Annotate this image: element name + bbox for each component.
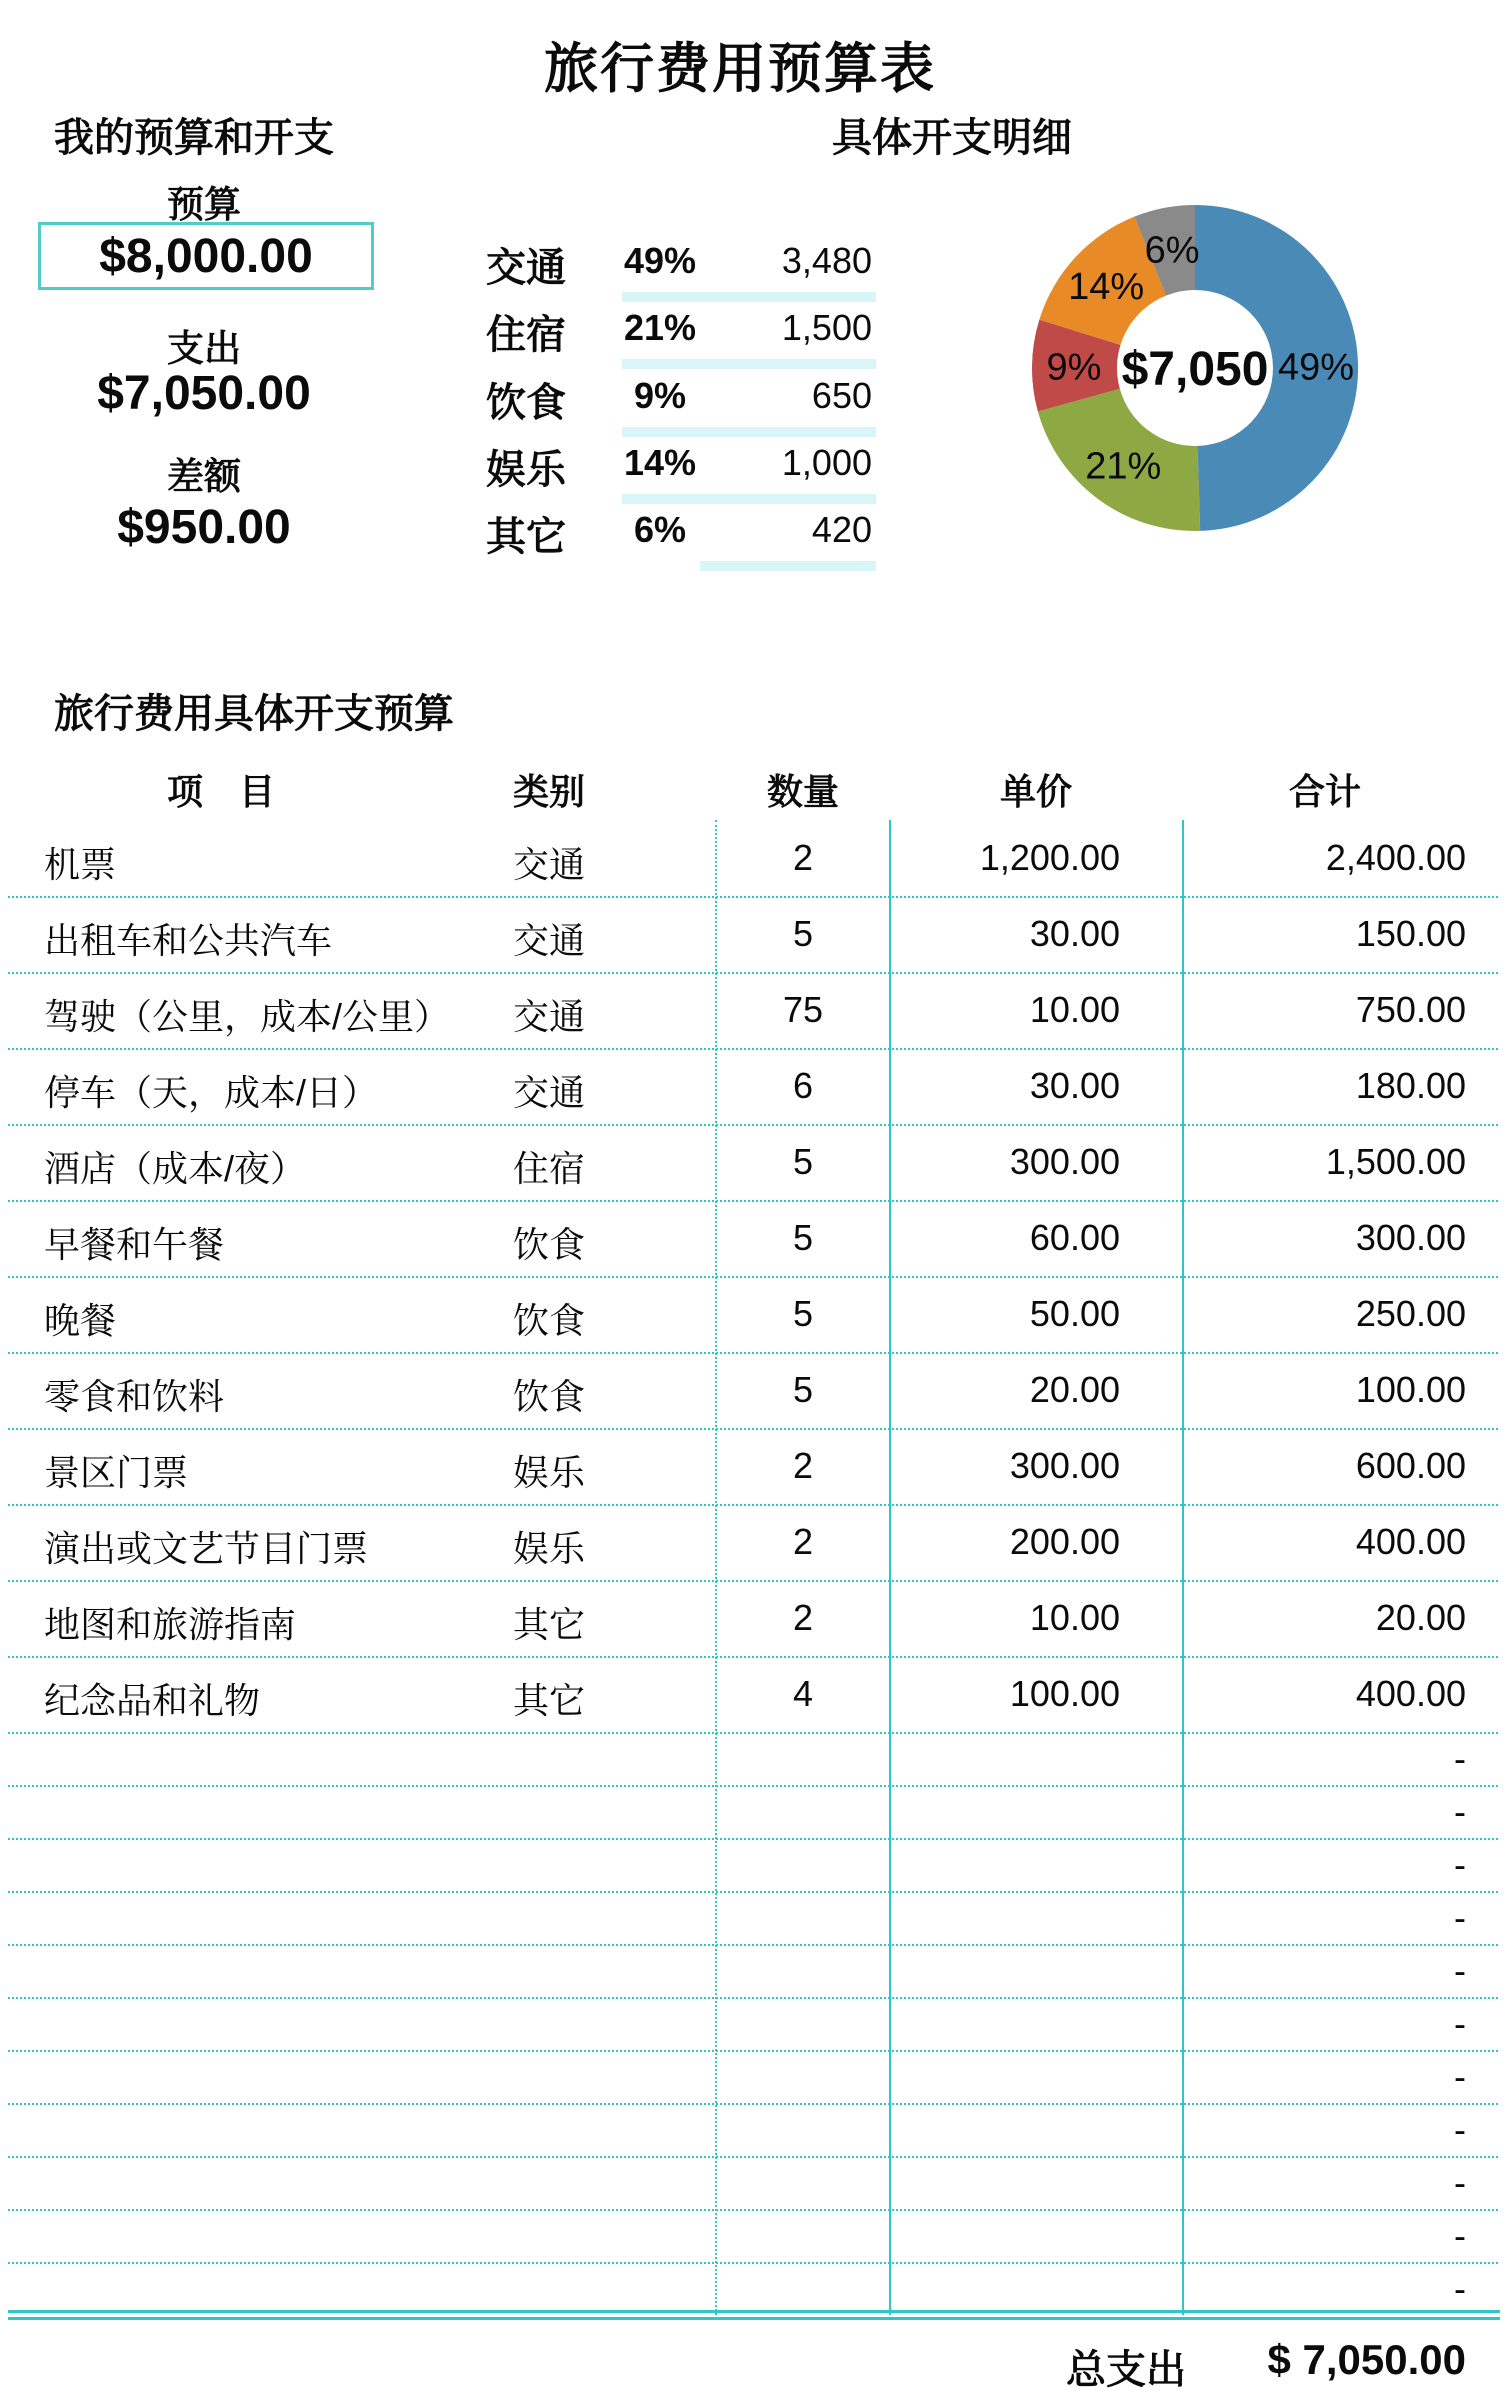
cell-category[interactable]: 饮食 [513, 1300, 586, 1341]
breakdown-amount-value[interactable]: 1,500 [781, 307, 872, 348]
cell-unit-price[interactable]: 60.00 [1029, 1217, 1120, 1258]
cell-qty[interactable]: 5 [792, 913, 814, 954]
table-title: 旅行费用具体开支预算 [54, 692, 454, 736]
cell-item[interactable]: 机票 [44, 844, 117, 885]
row-separator [8, 1944, 1498, 1946]
breakdown-percent-value: 21% [623, 307, 697, 348]
cell-item[interactable]: 纪念品和礼物 [44, 1680, 261, 1721]
row-separator [8, 2209, 1498, 2211]
row-separator [8, 1352, 1498, 1354]
cell-qty[interactable]: 6 [792, 1065, 814, 1106]
breakdown-amount-value[interactable]: 650 [811, 375, 872, 416]
budget-label: 预算 [167, 184, 241, 225]
row-separator [8, 2103, 1498, 2105]
breakdown-underline-bar [622, 292, 876, 302]
breakdown-underline-bar [622, 494, 876, 504]
cell-item[interactable]: 零食和饮料 [44, 1376, 225, 1417]
cell-unit-price[interactable]: 10.00 [1029, 1597, 1120, 1638]
cell-total-empty[interactable]: - [1454, 2215, 1466, 2256]
breakdown-amount-value[interactable]: 1,000 [781, 442, 872, 483]
cell-item[interactable]: 酒店（成本/夜） [44, 1148, 307, 1189]
cell-item[interactable]: 早餐和午餐 [44, 1224, 225, 1265]
donut-center-total: $7,050 [1121, 342, 1269, 396]
breakdown-underline-bar [700, 561, 876, 571]
spent-label: 支出 [167, 328, 241, 369]
column-divider-qty-price [889, 820, 891, 2315]
diff-value: $950.00 [117, 501, 291, 554]
donut-slice-label: 49% [1277, 346, 1355, 389]
cell-qty[interactable]: 5 [792, 1217, 814, 1258]
col-header-item: 项 目 [166, 771, 275, 812]
row-separator [8, 1124, 1498, 1126]
row-separator [8, 1580, 1498, 1582]
page-title: 旅行费用预算表 [544, 39, 936, 99]
cell-qty[interactable]: 2 [792, 1521, 814, 1562]
cell-item[interactable]: 驾驶（公里，成本/公里） [44, 996, 451, 1037]
cell-item[interactable]: 晚餐 [44, 1300, 117, 1341]
cell-total[interactable]: 300.00 [1355, 1217, 1466, 1258]
cell-qty[interactable]: 2 [792, 1445, 814, 1486]
cell-total[interactable]: 400.00 [1355, 1521, 1466, 1562]
cell-category[interactable]: 其它 [513, 1604, 586, 1645]
donut-slice-label: 6% [1144, 229, 1200, 272]
cell-total[interactable]: 1,500.00 [1325, 1141, 1466, 1182]
col-header-qty: 数量 [766, 771, 839, 812]
cell-total[interactable]: 100.00 [1355, 1369, 1466, 1410]
row-separator [8, 1732, 1498, 1734]
cell-unit-price[interactable]: 30.00 [1029, 1065, 1120, 1106]
cell-item[interactable]: 景区门票 [44, 1452, 189, 1493]
row-separator [8, 1838, 1498, 1840]
cell-category[interactable]: 其它 [513, 1680, 586, 1721]
cell-unit-price[interactable]: 30.00 [1029, 913, 1120, 954]
cell-total[interactable]: 180.00 [1355, 1065, 1466, 1106]
cell-qty[interactable]: 5 [792, 1141, 814, 1182]
col-header-unit-price: 单价 [999, 771, 1072, 812]
budget-value-box[interactable]: $8,000.00 [38, 222, 374, 290]
cell-total-empty[interactable]: - [1454, 1950, 1466, 1991]
col-header-total: 合计 [1288, 771, 1361, 812]
footer-total-value: $ 7,050.00 [1267, 2336, 1466, 2383]
cell-qty[interactable]: 2 [792, 837, 814, 878]
breakdown-category-label: 饮食 [486, 381, 566, 425]
cell-total-empty[interactable]: - [1454, 1897, 1466, 1938]
table-bottom-double-line-bottom [8, 2317, 1500, 2320]
donut-slice-label: 21% [1085, 445, 1162, 488]
breakdown-underline-bar [622, 427, 876, 437]
cell-total-empty[interactable]: - [1454, 2003, 1466, 2044]
cell-unit-price[interactable]: 300.00 [1009, 1141, 1120, 1182]
cell-item[interactable]: 演出或文艺节目门票 [44, 1528, 369, 1569]
cell-total[interactable]: 2,400.00 [1325, 837, 1466, 878]
breakdown-category-label: 住宿 [486, 313, 566, 357]
cell-category[interactable]: 饮食 [513, 1224, 586, 1265]
row-separator [8, 1276, 1498, 1278]
cell-total[interactable]: 400.00 [1355, 1673, 1466, 1714]
row-separator [8, 2050, 1498, 2052]
row-separator [8, 1656, 1498, 1658]
cell-total-empty[interactable]: - [1454, 2056, 1466, 2097]
cell-category[interactable]: 交通 [513, 996, 586, 1037]
breakdown-category-label: 其它 [486, 515, 566, 559]
cell-category[interactable]: 交通 [513, 844, 586, 885]
cell-total-empty[interactable]: - [1454, 2162, 1466, 2203]
row-separator [8, 1997, 1498, 1999]
column-divider-qty-left [715, 820, 717, 2315]
cell-unit-price[interactable]: 10.00 [1029, 989, 1120, 1030]
cell-total[interactable]: 150.00 [1355, 913, 1466, 954]
breakdown-amount-value[interactable]: 420 [811, 509, 872, 550]
col-header-category: 类别 [513, 771, 586, 812]
cell-total[interactable]: 20.00 [1375, 1597, 1466, 1638]
cell-unit-price[interactable]: 200.00 [1009, 1521, 1120, 1562]
row-separator [8, 1785, 1498, 1787]
breakdown-underline-bar [622, 359, 876, 369]
cell-total-empty[interactable]: - [1454, 1791, 1466, 1832]
cell-category[interactable]: 交通 [513, 1072, 586, 1113]
cell-qty[interactable]: 5 [792, 1369, 814, 1410]
cell-total[interactable]: 250.00 [1355, 1293, 1466, 1334]
cell-unit-price[interactable]: 300.00 [1009, 1445, 1120, 1486]
donut-slice-label: 14% [1068, 266, 1145, 309]
row-separator [8, 896, 1498, 898]
cell-qty[interactable]: 2 [792, 1597, 814, 1638]
cell-total-empty[interactable]: - [1454, 1844, 1466, 1885]
cell-total[interactable]: 750.00 [1355, 989, 1466, 1030]
row-separator [8, 2156, 1498, 2158]
expense-donut-chart [995, 168, 1395, 568]
row-separator [8, 1891, 1498, 1893]
table-bottom-double-line-top [8, 2310, 1500, 2313]
row-separator [8, 1428, 1498, 1430]
cell-unit-price[interactable]: 1,200.00 [979, 837, 1120, 878]
row-separator [8, 972, 1498, 974]
row-separator [8, 2262, 1498, 2264]
cell-unit-price[interactable]: 50.00 [1029, 1293, 1120, 1334]
breakdown-percent-value: 9% [633, 375, 687, 416]
cell-category[interactable]: 娱乐 [513, 1452, 586, 1493]
cell-category[interactable]: 住宿 [513, 1148, 586, 1189]
spent-value: $7,050.00 [97, 367, 311, 420]
breakdown-percent-value: 6% [633, 509, 687, 550]
donut-slice-label: 9% [1046, 346, 1102, 389]
cell-qty[interactable]: 5 [792, 1293, 814, 1334]
cell-qty[interactable]: 75 [782, 989, 824, 1030]
row-separator [8, 1200, 1498, 1202]
cell-item[interactable]: 停车（天，成本/日） [44, 1072, 379, 1113]
diff-label: 差额 [167, 456, 241, 497]
cell-category[interactable]: 娱乐 [513, 1528, 586, 1569]
breakdown-percent-value: 49% [623, 240, 697, 281]
summary-heading: 我的预算和开支 [54, 116, 334, 160]
row-separator [8, 1048, 1498, 1050]
footer-total-label: 总支出 [1066, 2348, 1186, 2392]
breakdown-amount-value[interactable]: 3,480 [781, 240, 872, 281]
cell-total-empty[interactable]: - [1454, 2268, 1466, 2309]
breakdown-heading: 具体开支明细 [832, 116, 1072, 160]
cell-item[interactable]: 出租车和公共汽车 [44, 920, 333, 961]
breakdown-category-label: 娱乐 [486, 448, 566, 492]
row-separator [8, 1504, 1498, 1506]
cell-total-empty[interactable]: - [1454, 1738, 1466, 1779]
cell-unit-price[interactable]: 20.00 [1029, 1369, 1120, 1410]
cell-category[interactable]: 交通 [513, 920, 586, 961]
cell-unit-price[interactable]: 100.00 [1009, 1673, 1120, 1714]
breakdown-percent-value: 14% [623, 442, 697, 483]
cell-total-empty[interactable]: - [1454, 2109, 1466, 2150]
cell-category[interactable]: 饮食 [513, 1376, 586, 1417]
cell-item[interactable]: 地图和旅游指南 [44, 1604, 297, 1645]
cell-qty[interactable]: 4 [792, 1673, 814, 1714]
breakdown-category-label: 交通 [486, 246, 566, 290]
cell-total[interactable]: 600.00 [1355, 1445, 1466, 1486]
